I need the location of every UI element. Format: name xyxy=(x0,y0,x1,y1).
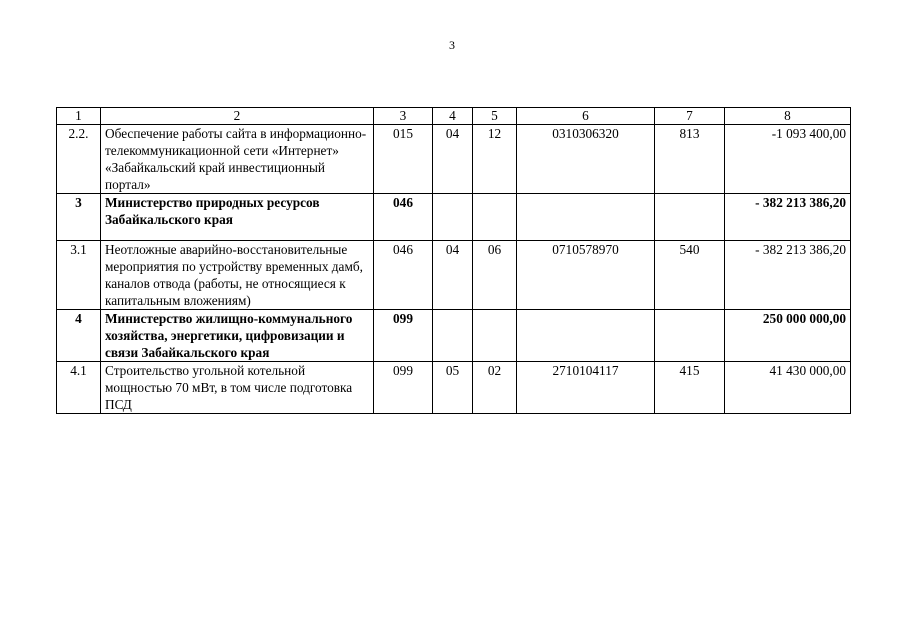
row-name: Строительство угольной котельной мощностью 70 мВт, в том числе подготовка ПСД xyxy=(101,362,374,414)
row-code-4: 05 xyxy=(433,362,473,414)
row-sum: 41 430 000,00 xyxy=(725,362,851,414)
row-code-5: 12 xyxy=(473,125,517,194)
row-sum: - 382 213 386,20 xyxy=(725,194,851,241)
row-number: 3 xyxy=(57,194,101,241)
table-row xyxy=(57,241,851,310)
row-code-3: 015 xyxy=(374,125,433,194)
row-code-5: 02 xyxy=(473,362,517,414)
row-code-6: 2710104117 xyxy=(517,362,655,414)
row-code-7: 540 xyxy=(655,241,725,310)
row-code-3: 099 xyxy=(374,362,433,414)
row-number: 4.1 xyxy=(57,362,101,414)
row-sum: -1 093 400,00 xyxy=(725,125,851,194)
row-name: Министерство природных ресурсов Забайкальского края xyxy=(101,194,374,241)
row-code-6: 0310306320 xyxy=(517,125,655,194)
page-number: 3 xyxy=(449,38,455,52)
table-row xyxy=(57,125,851,194)
row-code-7: 415 xyxy=(655,362,725,414)
col-header-8: 8 xyxy=(725,108,851,125)
row-code-5 xyxy=(473,310,517,362)
col-header-2: 2 xyxy=(101,108,374,125)
row-code-5 xyxy=(473,194,517,241)
row-code-6: 0710578970 xyxy=(517,241,655,310)
row-code-6 xyxy=(517,194,655,241)
row-name: Неотложные аварийно-восстановительные мероприятия по устройству временных дамб, каналов отвода (работы, не относящиеся к капитальным вложениям) xyxy=(101,241,374,310)
row-code-3: 046 xyxy=(374,241,433,310)
row-code-3: 046 xyxy=(374,194,433,241)
row-sum: 250 000 000,00 xyxy=(725,310,851,362)
row-number: 3.1 xyxy=(57,241,101,310)
col-header-1: 1 xyxy=(57,108,101,125)
col-header-3: 3 xyxy=(374,108,433,125)
row-code-3: 099 xyxy=(374,310,433,362)
row-code-4 xyxy=(433,194,473,241)
row-number: 4 xyxy=(57,310,101,362)
row-code-4: 04 xyxy=(433,125,473,194)
row-code-6 xyxy=(517,310,655,362)
row-name: Обеспечение работы сайта в информационно-телекоммуникационной сети «Интернет» «Забайкальский край инвестиционный портал» xyxy=(101,125,374,194)
row-name: Министерство жилищно-коммунального хозяйства, энергетики, цифровизации и связи Забайкальского края xyxy=(101,310,374,362)
table-row xyxy=(57,362,851,414)
row-code-7 xyxy=(655,310,725,362)
row-code-7: 813 xyxy=(655,125,725,194)
col-header-4: 4 xyxy=(433,108,473,125)
col-header-5: 5 xyxy=(473,108,517,125)
table-row xyxy=(57,194,851,241)
row-code-5: 06 xyxy=(473,241,517,310)
table-row xyxy=(57,310,851,362)
row-sum: - 382 213 386,20 xyxy=(725,241,851,310)
row-number: 2.2. xyxy=(57,125,101,194)
row-code-7 xyxy=(655,194,725,241)
row-code-4 xyxy=(433,310,473,362)
row-code-4: 04 xyxy=(433,241,473,310)
header-row xyxy=(57,108,851,125)
budget-table xyxy=(56,107,851,414)
col-header-7: 7 xyxy=(655,108,725,125)
col-header-6: 6 xyxy=(517,108,655,125)
